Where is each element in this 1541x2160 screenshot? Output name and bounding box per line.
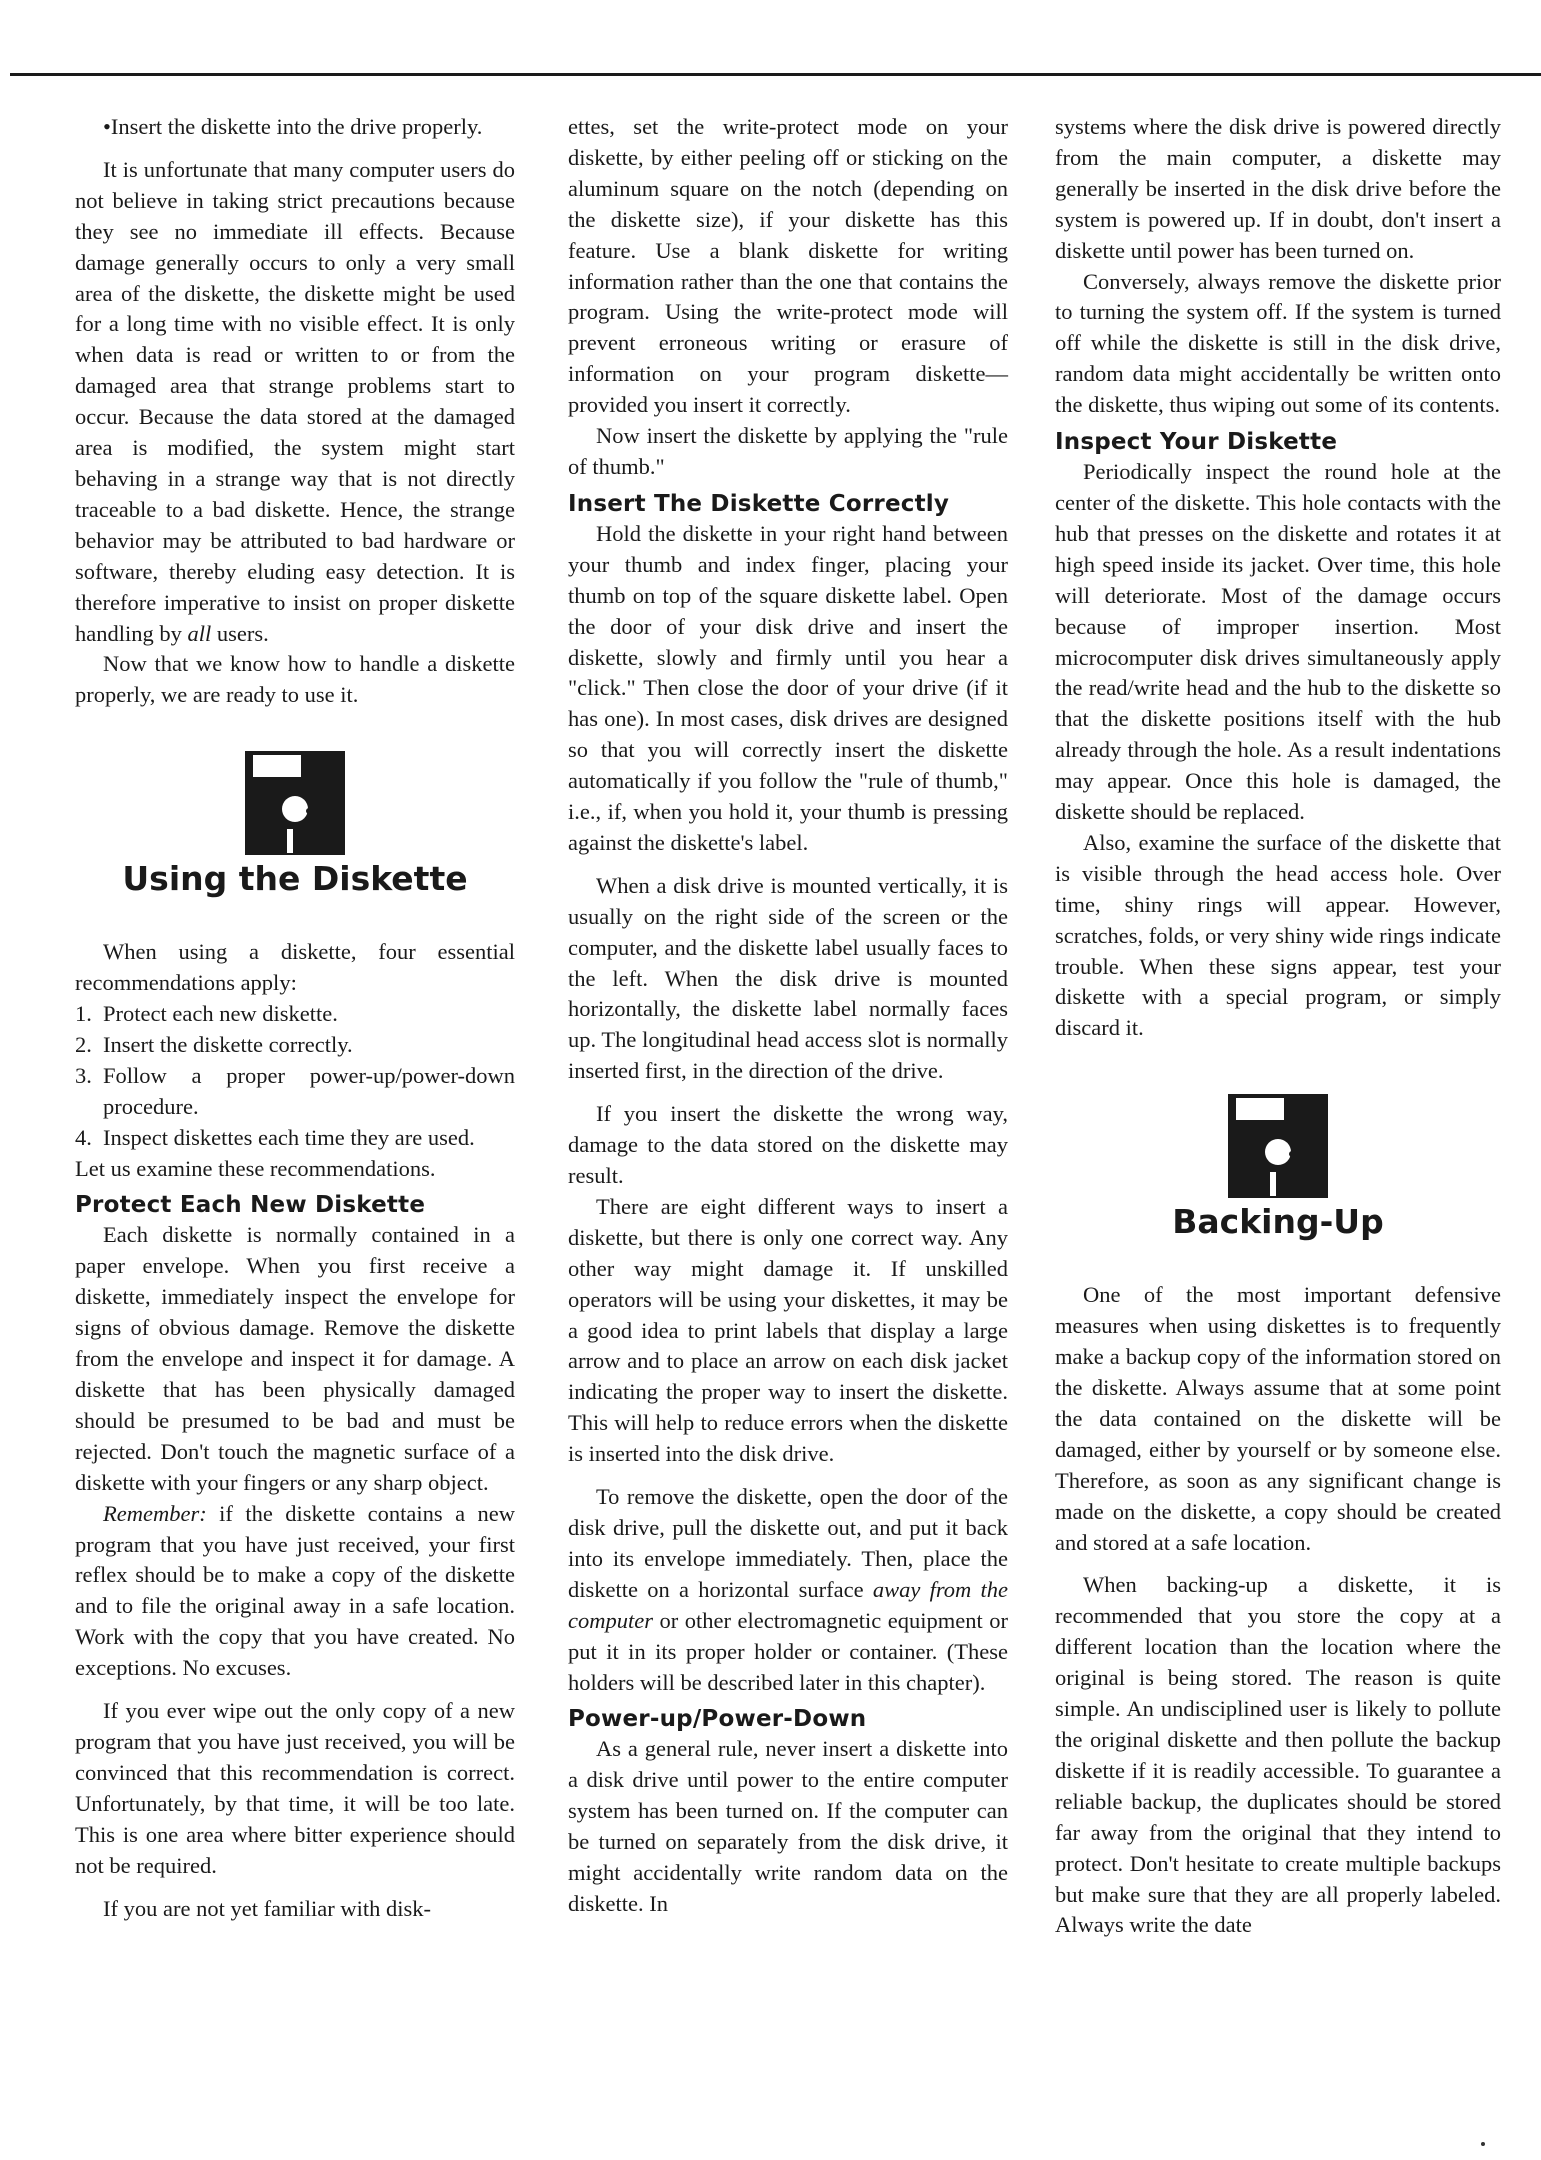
paragraph: One of the most important defensive measures when using diskettes is to frequently make a backup copy of the information stored on the diskette. Always assume that at some point the data contained on the diskette will be damaged, either by yourself or by someone else. Therefore, as soon as any significant change is made on the diskette, a copy should be created and stored at a safe location. — [1055, 1282, 1501, 1555]
section-title: Using the Diskette — [122, 859, 468, 899]
paragraph — [75, 155, 515, 650]
bullet-item: •Insert the diskette into the drive properly. — [103, 114, 483, 139]
list-number: 4. — [75, 1124, 92, 1150]
column-1 — [75, 112, 515, 1924]
paragraph: Hold the diskette in your right hand between your thumb and index finger, placing your thumb on top of the square diskette label. Open the door of your disk drive and insert the diskette, slowly and firmly until you hear a "click." Then close the door of your drive (if it has one). In most cases, disk drives are designed so that you will correctly insert the diskette automatically if you follow the "rule of thumb," i.e., if, when you hold it, your thumb is pressing against the diskette's label. — [568, 520, 1008, 855]
paragraph — [75, 1499, 515, 1684]
recommendation-list — [75, 999, 515, 1154]
paragraph: If you are not yet familiar with disk- — [103, 1895, 432, 1921]
paragraph: systems where the disk drive is powered directly from the main computer, a diskette may generally be inserted in the disk drive before the system is powered up. If in doubt, don't insert a diskette until power has been turned on. — [1055, 114, 1501, 263]
subheading: Insert The Diskette Correctly — [568, 490, 950, 517]
list-number: 2. — [75, 1031, 92, 1057]
paragraph-text: if the diskette contains a new program that you have just received, your first reflex should be to make a copy of the diskette and to file the original away in a safe location. Work with the copy that you have created. No exceptions. No excuses. — [75, 1500, 515, 1681]
paragraph: Also, examine the surface of the diskette that is visible through the head access hole. Over time, shiny rings will appear. However, scratches, folds, or very shiny wide rings indicate trouble. When these signs appear, test your diskette with a special program, or simply discard it. — [1055, 829, 1501, 1041]
list-number: 3. — [75, 1062, 92, 1088]
emphasis: away from the computer — [568, 1576, 1008, 1633]
paragraph: There are eight different ways to insert a diskette, but there is only one correct way. Any other way might damage it. If unskilled operators will be using your diskettes, it may be a good idea to print labels that display a large arrow and to place an arrow on each disk jacket indicating the proper way to insert the diskette. This will help to reduce errors when the diskette is inserted into the disk drive. — [568, 1193, 1008, 1467]
subheading: Power-up/Power-Down — [568, 1706, 867, 1733]
paragraph: If you ever wipe out the only copy of a new program that you have just received, you will be convinced that this recommendation is correct. Unfortunately, by that time, it will be too late. This is one area where bitter experience should not be required. — [75, 1698, 515, 1878]
paragraph: Now that we know how to handle a diskette properly, we are ready to use it. — [75, 651, 515, 708]
section-title: Backing-Up — [1172, 1202, 1384, 1242]
paragraph-text: or other electromagnetic equipment or put it in its proper holder or container. (These holders will be described later in this chapter). — [568, 1607, 1008, 1695]
paragraph-text: It is unfortunate that many computer users do not believe in taking strict precautions because they see no immediate ill effects. Because damage generally occurs to only a very small area of the diskette, the diskette might be used for a long time with no visible effect. It is only when data is read or written to or from the damaged area that strange problems start to occur. Because the data stored at the damaged area is modified, the system might start behaving in a strange way that is not directly traceable to a bad diskette. Hence, the strange behavior may be attributed to bad hardware or software, thereby eluding easy detection. It is therefore imperative to insist on proper diskette handling by — [75, 156, 515, 646]
list-item — [75, 1030, 515, 1061]
floppy-disk-icon — [245, 751, 345, 855]
emphasis: Remember: — [103, 1500, 207, 1526]
paragraph: When backing-up a diskette, it is recommended that you store the copy at a different location than the location where the original is being stored. The reason is quite simple. An undisciplined user is likely to pollute the original diskette and then pollute the backup diskette if it is readily accessible. To guarantee a reliable backup, the duplicates should be stored far away from the original that they intend to protect. Don't hesitate to create multiple backups but make sure that they are all properly labeled. Always write the date — [1055, 1572, 1501, 1938]
paragraph: When a disk drive is mounted vertically, it is usually on the right side of the screen or the computer, and the diskette label usually faces to the left. When the disk drive is mounted horizontally, the diskette label normally faces up. The longitudinal head access slot is normally inserted first, in the direction of the drive. — [568, 872, 1008, 1084]
paragraph: Periodically inspect the round hole at the center of the diskette. This hole contacts with the hub that presses on the diskette and rotates it at high speed inside its jacket. Over time, this hole will deteriorate. Most of the damage occurs because of improper insertion. Most microcomputer disk drives simultaneously apply the read/write head and the hub to the diskette so that the diskette positions itself with the hub already through the hole. As a result indentations may appear. Once this hole is damaged, the diskette should be replaced. — [1055, 459, 1501, 825]
paragraph: When using a diskette, four essential recommendations apply: — [75, 939, 515, 996]
floppy-disk-icon — [1228, 1094, 1328, 1198]
paragraph: As a general rule, never insert a diskette into a disk drive until power to the entire computer system has been turned on. If the computer can be turned on separately from the disk drive, it might accidentally write random data on the diskette. In — [568, 1736, 1008, 1916]
top-rule — [10, 73, 1541, 76]
paragraph: ettes, set the write-protect mode on your diskette, by either peeling off or sticking on the aluminum square on the notch (depending on the diskette size), if your diskette has this feature. Use a blank diskette for writing information rather than the one that contains the program. Using the write-protect mode will prevent erroneous writing or erasure of information on your program diskette—provided you insert it correctly. — [568, 114, 1008, 418]
list-item — [75, 999, 515, 1030]
list-number: 1. — [75, 1001, 92, 1027]
subheading: Inspect Your Diskette — [1055, 429, 1338, 456]
paragraph-text: To remove the diskette, open the door of the disk drive, pull the diskette out, and put it back into its envelope immediately. Then, place the diskette on a horizontal surface — [568, 1484, 1008, 1602]
column-3 — [1055, 112, 1501, 1941]
column-2 — [568, 112, 1008, 1920]
paragraph: If you insert the diskette the wrong way, damage to the data stored on the diskette may result. — [568, 1101, 1008, 1188]
page-mark — [1481, 2142, 1485, 2146]
paragraph: Let us examine these recommendations. — [75, 1155, 436, 1181]
list-text: Inspect diskettes each time they are used. — [103, 1124, 475, 1150]
list-text: Protect each new diskette. — [103, 1001, 338, 1027]
emphasis: all — [187, 620, 212, 646]
paragraph — [568, 1482, 1008, 1698]
paragraph-text: users. — [211, 620, 269, 646]
subheading: Protect Each New Diskette — [75, 1192, 426, 1219]
list-text: Insert the diskette correctly. — [103, 1031, 353, 1057]
list-item — [75, 1061, 515, 1123]
list-text: Follow a proper power-up/power-down procedure. — [103, 1062, 515, 1119]
paragraph: Each diskette is normally contained in a paper envelope. When you first receive a diskette, immediately inspect the envelope for signs of obvious damage. Remove the diskette from the envelope and inspect it for damage. A diskette that has been physically damaged should be presumed to be bad and must be rejected. Don't touch the magnetic surface of a diskette with your fingers or any sharp object. — [75, 1222, 515, 1495]
paragraph: Now insert the diskette by applying the "rule of thumb." — [568, 423, 1008, 479]
list-item — [75, 1123, 515, 1154]
paragraph: Conversely, always remove the diskette prior to turning the system off. If the system is turned off while the diskette is still in the disk drive, random data might accidentally be written onto the diskette, thus wiping out some of its contents. — [1055, 268, 1501, 418]
